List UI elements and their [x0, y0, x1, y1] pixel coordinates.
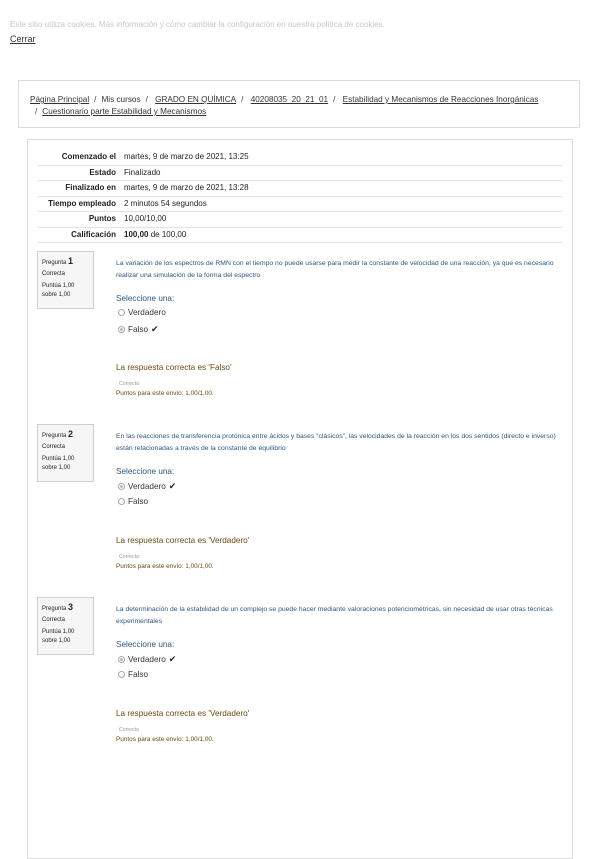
select-prompt-3: Seleccione una:	[116, 640, 175, 649]
question-state: Correcta	[42, 617, 66, 623]
summary-value: 10,00/10,00	[124, 214, 167, 223]
radio-button[interactable]	[118, 309, 125, 316]
summary-label: Estado	[89, 167, 116, 177]
summary-row-time	[37, 196, 563, 212]
option-label: Falso	[128, 670, 149, 679]
select-prompt-1: Seleccione una:	[116, 294, 175, 303]
breadcrumb-degree[interactable]: GRADO EN QUÍMICA	[155, 95, 237, 104]
question-text-1: La variación de los espectros de RMN con el tiempo no puede usarse para medir la constante de velocidad de una reacción, ya que es necesario realizar una simulación de la forma del espectro	[116, 260, 554, 279]
grading-marks-3: Puntos para este envío: 1,00/1,00.	[116, 736, 214, 743]
question-score: Puntúa 1,00 sobre 1,00	[42, 629, 75, 644]
option-false-3[interactable]	[118, 670, 148, 679]
question-score: Puntúa 1,00 sobre 1,00	[42, 456, 75, 471]
attempt-summary-table	[37, 150, 563, 243]
option-false-1[interactable]	[118, 324, 159, 335]
summary-row-finished	[37, 181, 563, 197]
summary-row-points	[37, 212, 563, 228]
grading-state-3: Correcta	[119, 727, 139, 733]
radio-button[interactable]	[118, 656, 125, 663]
question-number: Pregunta 3	[42, 602, 74, 612]
cookie-notice: Este sitio utiliza cookies. Más información y cómo cambiar la configuración en nuestra política de cookies.	[10, 20, 385, 29]
breadcrumb: Página Principal / Mis cursos / GRADO EN QUÍMICA / 40208035_20_21_01 / Estabilidad y Mecanismos de Reacciones Inorgánicas / Cuestionario parte Estabilidad y Mecanismos	[30, 95, 539, 116]
radio-button[interactable]	[118, 483, 125, 490]
breadcrumb-course[interactable]: Estabilidad y Mecanismos de Reacciones Inorgánicas	[342, 95, 539, 104]
breadcrumb-quiz[interactable]: Cuestionario parte Estabilidad y Mecanismos	[42, 107, 207, 116]
breadcrumb-my-courses: Mis cursos	[101, 95, 141, 104]
close-link[interactable]: Cerrar	[10, 34, 36, 44]
right-answer-1: La respuesta correcta es 'Falso'	[116, 363, 232, 372]
question-number: Pregunta 1	[42, 256, 74, 266]
summary-label: Comenzado el	[61, 152, 116, 161]
grading-marks-1: Puntos para este envío: 1,00/1,00.	[116, 390, 214, 397]
summary-value: martes, 9 de marzo de 2021, 13:25	[124, 152, 249, 161]
option-false-2[interactable]	[118, 497, 148, 506]
summary-value: Finalizado	[124, 167, 161, 177]
grading-state-1: Correcta	[119, 381, 139, 387]
question-text-2: En las reacciones de transferencia protónica entre ácidos y bases “clásicos”, las velocidades de la reacción en los dos sentidos (directo e inverso) están relacionadas a través de la constante de equilibrio	[116, 433, 556, 452]
quiz-review-panel	[27, 139, 573, 859]
question-info-2	[37, 424, 94, 482]
right-answer-2: La respuesta correcta es 'Verdadero'	[116, 536, 250, 545]
question-state: Correcta	[42, 444, 66, 450]
summary-value: martes, 9 de marzo de 2021, 13:28	[124, 183, 249, 192]
check-icon: ✔	[168, 481, 177, 491]
question-score: Puntúa 1,00 sobre 1,00	[42, 283, 75, 298]
question-info-1	[37, 251, 94, 309]
summary-row-state	[37, 165, 563, 181]
option-label: Falso	[128, 325, 149, 334]
check-icon: ✔	[168, 654, 177, 664]
summary-label: Puntos	[88, 214, 116, 223]
option-label: Verdadero	[128, 482, 166, 491]
option-label: Falso	[128, 497, 149, 506]
option-true-3[interactable]	[118, 654, 176, 665]
option-label: Verdadero	[128, 655, 166, 664]
question-info-3	[37, 597, 94, 655]
breadcrumb-home[interactable]: Página Principal	[30, 95, 90, 104]
option-true-1[interactable]	[118, 308, 166, 317]
grading-marks-2: Puntos para este envío: 1,00/1,00.	[116, 563, 214, 570]
breadcrumb-course-code[interactable]: 40208035_20_21_01	[250, 95, 329, 104]
select-prompt-2: Seleccione una:	[116, 467, 175, 476]
summary-value	[122, 227, 563, 243]
summary-label: Finalizado en	[65, 183, 116, 192]
question-number: Pregunta 2	[42, 429, 74, 439]
grading-state-2: Correcta	[119, 554, 139, 560]
check-icon: ✔	[151, 324, 159, 334]
grade-max: de 100,00	[148, 229, 187, 239]
option-true-2[interactable]	[118, 481, 176, 492]
summary-row-started	[37, 150, 563, 165]
question-state: Correcta	[42, 271, 66, 277]
grade-value: 100,00	[124, 229, 149, 239]
option-label: Verdadero	[128, 308, 166, 317]
radio-button[interactable]	[118, 498, 125, 505]
summary-row-grade	[37, 227, 563, 243]
radio-button[interactable]	[118, 326, 125, 333]
radio-button[interactable]	[118, 671, 125, 678]
question-text-3: La determinación de la estabilidad de un complejo se puede hacer mediante valoraciones potenciométricas, sin necesidad de usar otras técnicas experimentales	[116, 606, 553, 625]
right-answer-3: La respuesta correcta es 'Verdadero'	[116, 709, 250, 718]
summary-value: 2 minutos 54 segundos	[124, 198, 207, 208]
summary-label: Tiempo empleado	[48, 198, 116, 208]
summary-label: Calificación	[71, 229, 116, 239]
